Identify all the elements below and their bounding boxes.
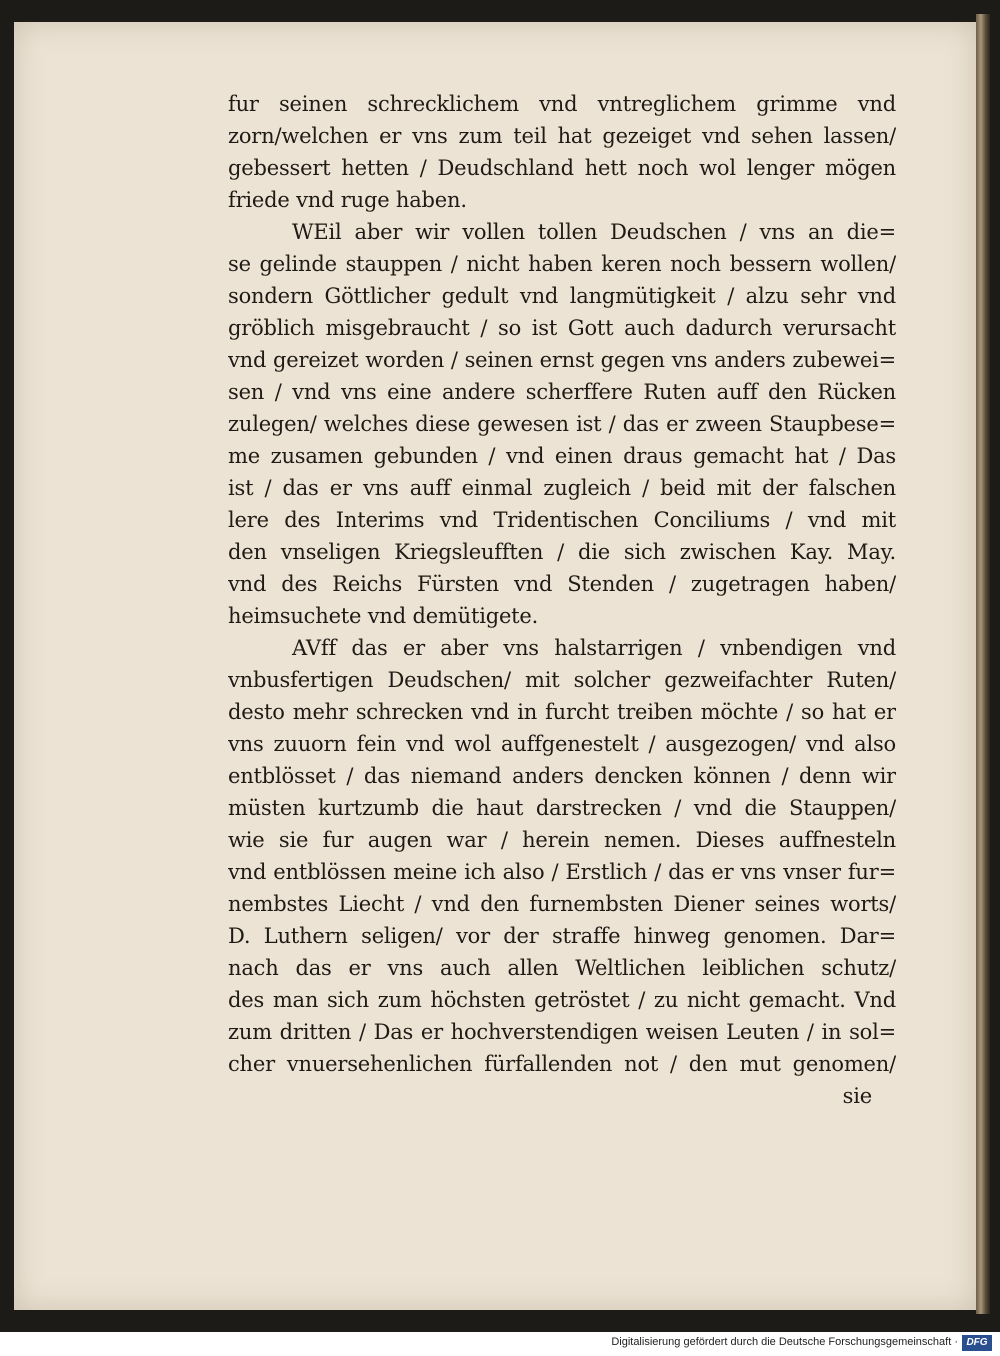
text-line: vnd des Reichs Fürsten vnd Stenden / zugetragen haben/ xyxy=(228,572,896,596)
text-line: vnd gereizet worden / seinen ernst gegen vns anders zubewei= xyxy=(228,348,896,372)
text-line: nembstes Liecht / vnd den furnembsten Diener seines worts/ xyxy=(228,892,896,916)
text-line: lere des Interims vnd Tridentischen Conciliums / vnd mit xyxy=(228,508,896,532)
text-line: me zusamen gebunden / vnd einen draus gemacht hat / Das xyxy=(228,444,896,468)
text-line: wie sie fur augen war / herein nemen. Dieses auffnesteln xyxy=(228,828,896,852)
text-line: den vnseligen Kriegsleufften / die sich zwischen Kay. May. xyxy=(228,540,896,564)
text-line: cher vnuersehenlichen fürfallenden not / den mut genomen/ xyxy=(228,1052,896,1076)
text-line: vns zuuorn fein vnd wol auffgenestelt / ausgezogen/ vnd also xyxy=(228,732,896,756)
text-line: zum dritten / Das er hochverstendigen weisen Leuten / in sol= xyxy=(228,1020,896,1044)
text-line: se gelinde stauppen / nicht haben keren noch bessern wollen/ xyxy=(228,252,896,276)
paragraph-start-line: AVff das er aber vns halstarrigen / vnbendigen vnd xyxy=(292,636,896,660)
text-line: entblösset / das niemand anders dencken können / denn wir xyxy=(228,764,896,788)
text-line: des man sich zum höchsten getröstet / zu nicht gemacht. Vnd xyxy=(228,988,896,1012)
text-line: heimsuchete vnd demütigete. xyxy=(228,604,539,628)
funding-credit: Digitalisierung gefördert durch die Deutsche Forschungsgemeinschaft · xyxy=(611,1336,958,1348)
text-line: sen / vnd vns eine andere scherffere Ruten auff den Rücken xyxy=(228,380,896,404)
text-line: müsten kurtzumb die haut darstrecken / vnd die Stauppen/ xyxy=(228,796,896,820)
text-line: sondern Göttlicher gedult vnd langmütigkeit / alzu sehr vnd xyxy=(228,284,896,308)
text-line: zulegen/ welches diese gewesen ist / das er zween Staupbese= xyxy=(228,412,896,436)
text-line: vnbusfertigen Deudschen/ mit solcher gezweifachter Ruten/ xyxy=(228,668,896,692)
text-line: vnd entblössen meine ich also / Erstlich / das er vns vnser fur= xyxy=(228,860,896,884)
text-line: friede vnd ruge haben. xyxy=(228,188,467,212)
footer-bar xyxy=(0,1332,1000,1356)
text-block xyxy=(228,88,896,1112)
text-line: ist / das er vns auff einmal zugleich / beid mit der falschen xyxy=(228,476,896,500)
text-line: gröblich misgebraucht / so ist Gott auch dadurch verursacht xyxy=(228,316,896,340)
dfg-logo-icon: DFG xyxy=(962,1335,992,1351)
paragraph-start-line: WEil aber wir vollen tollen Deudschen / vns an die= xyxy=(292,220,896,244)
text-line: nach das er vns auch allen Weltlichen leiblichen schutz/ xyxy=(228,956,896,980)
text-line: desto mehr schrecken vnd in furcht treiben möchte / so hat er xyxy=(228,700,896,724)
text-line: fur seinen schrecklichem vnd vntreglichem grimme vnd xyxy=(228,92,896,116)
text-line: gebessert hetten / Deudschland hett noch wol lenger mögen xyxy=(228,156,896,180)
text-line: zorn/welchen er vns zum teil hat gezeiget vnd sehen lassen/ xyxy=(228,124,896,148)
catchword: sie xyxy=(842,1084,872,1108)
text-line: D. Luthern seligen/ vor der straffe hinweg genomen. Dar= xyxy=(228,924,896,948)
page-edge xyxy=(976,14,990,1314)
